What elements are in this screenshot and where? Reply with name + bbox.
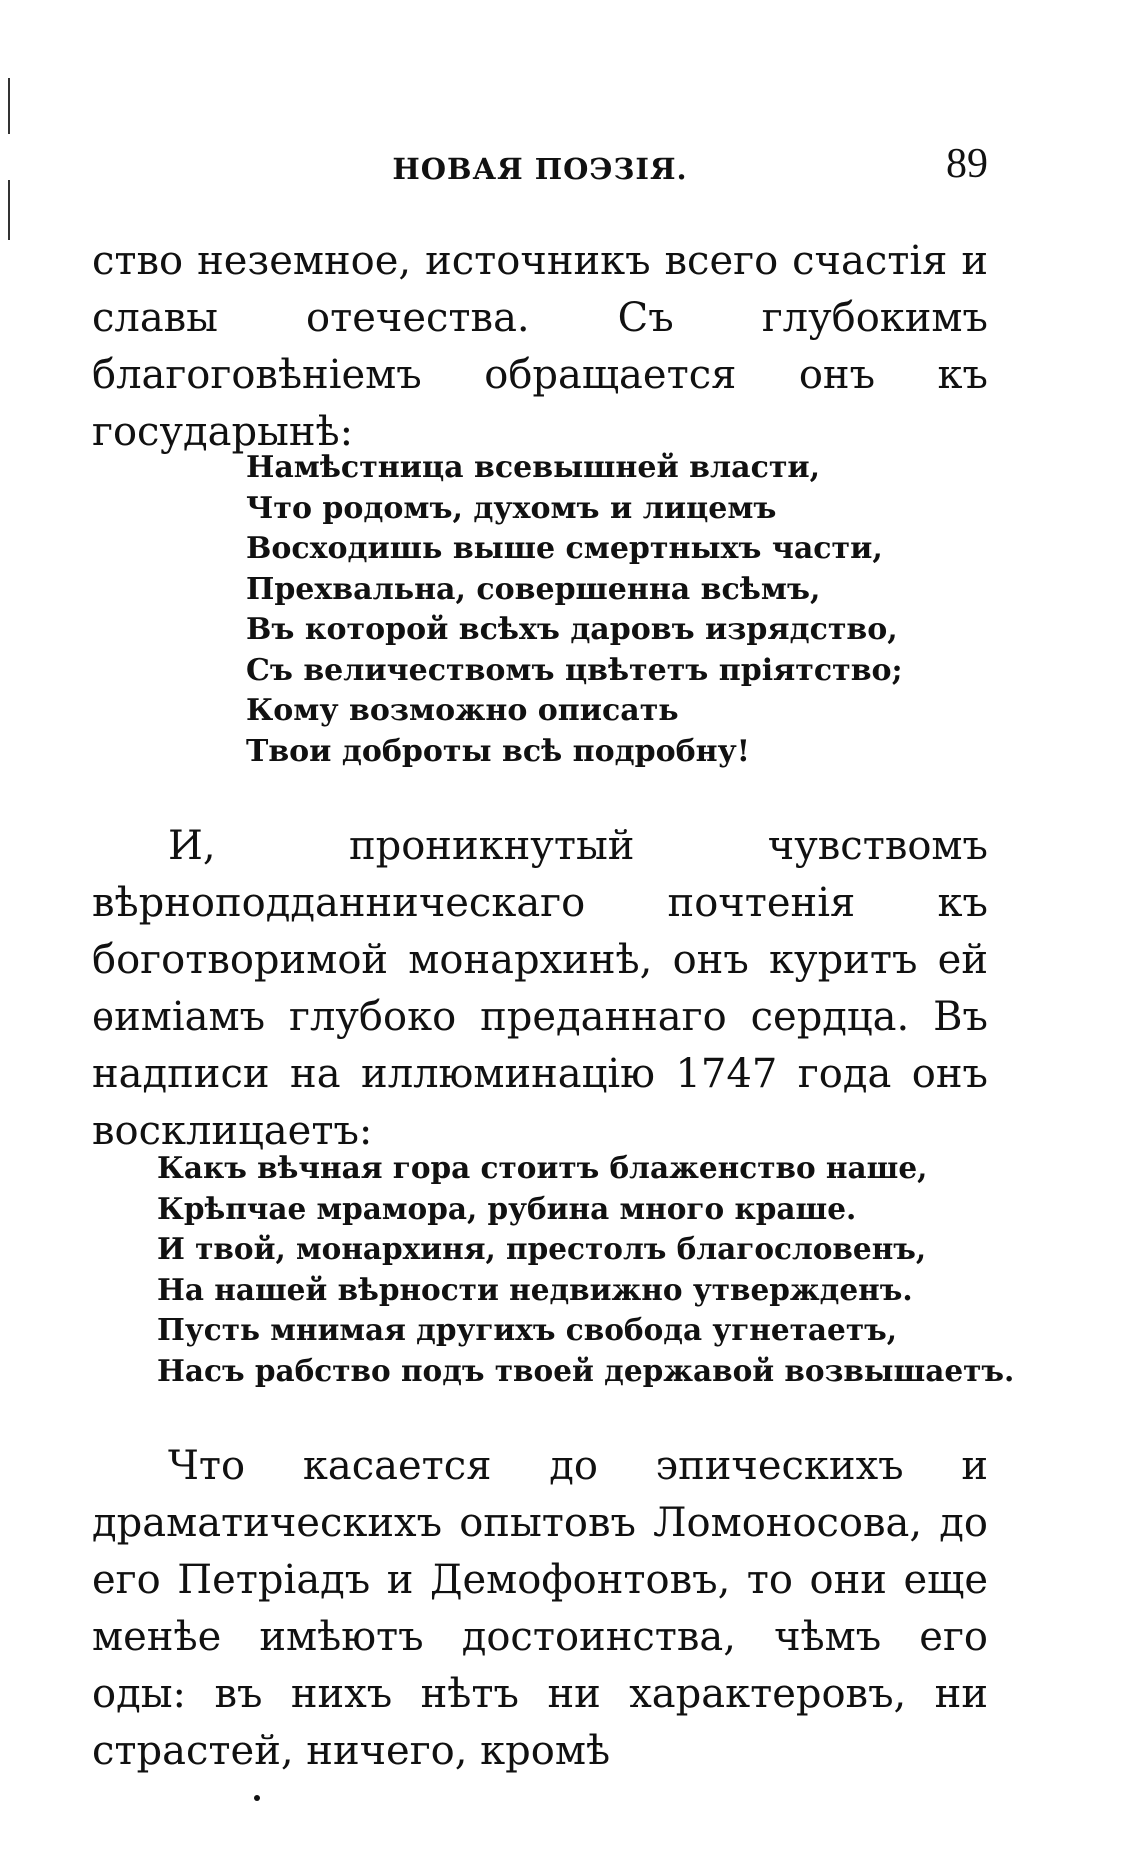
verse-line: Кому возможно описать [246,693,679,728]
running-title: НОВАЯ ПОЭЗІЯ. [392,152,688,186]
verse-stanza [246,448,903,772]
verse-stanza [157,1148,1014,1391]
paragraph: Что касается до эпическихъ и драматическихъ опытовъ Ломоносова, до его Петріадъ и Демофонтовъ, то они еще менѣе имѣютъ достоинства, чѣмъ его оды: въ нихъ нѣтъ ни характеровъ, ни страстей, ничего, кромѣ [92,1443,988,1774]
verse-line: Насъ рабство подъ твоей державой возвышаетъ. [157,1352,1015,1388]
verse-line: Восходишь выше смертныхъ части, [246,531,883,566]
verse-line: На нашей вѣрности недвижно утвержденъ. [157,1271,913,1307]
verse-line: Пусть мнимая другихъ свобода угнетаетъ, [157,1312,897,1347]
verse-line: Что родомъ, духомъ и лицемъ [246,490,777,526]
paragraph: ство неземное, источникъ всего счастія и славы отечества. Съ глубокимъ благоговѣніемъ обращается онъ къ государынѣ: [92,238,988,455]
verse-line: Крѣпчае мрамора, рубина много краше. [157,1190,857,1226]
running-head [92,140,988,200]
verse-line: И твой, монархиня, престолъ благословенъ, [157,1231,927,1266]
page-edge-mark [8,180,10,240]
verse-line: Съ величествомъ цвѣтетъ пріятство; [246,652,903,688]
page-edge-mark [8,78,10,134]
verse-line: Какъ вѣчная гора стоитъ блаженство наше, [157,1150,928,1185]
verse-line: Прехвальна, совершенна всѣмъ, [246,571,821,607]
verse-line: Въ которой всѣхъ даровъ изрядство, [246,612,898,647]
paragraph: И, проникнутый чувствомъ вѣрноподданническаго почтенія къ боготворимой монархинѣ, онъ куритъ ей ѳиміамъ глубоко преданнаго сердца. Въ надписи на иллюминацію 1747 года онъ восклицаетъ: [92,823,988,1154]
page-number: 89 [946,141,988,187]
verse-line: Намѣстница всевышней власти, [246,450,821,485]
verse-line: Твои доброты всѣ подробну! [246,733,750,769]
print-speck [254,1795,260,1801]
